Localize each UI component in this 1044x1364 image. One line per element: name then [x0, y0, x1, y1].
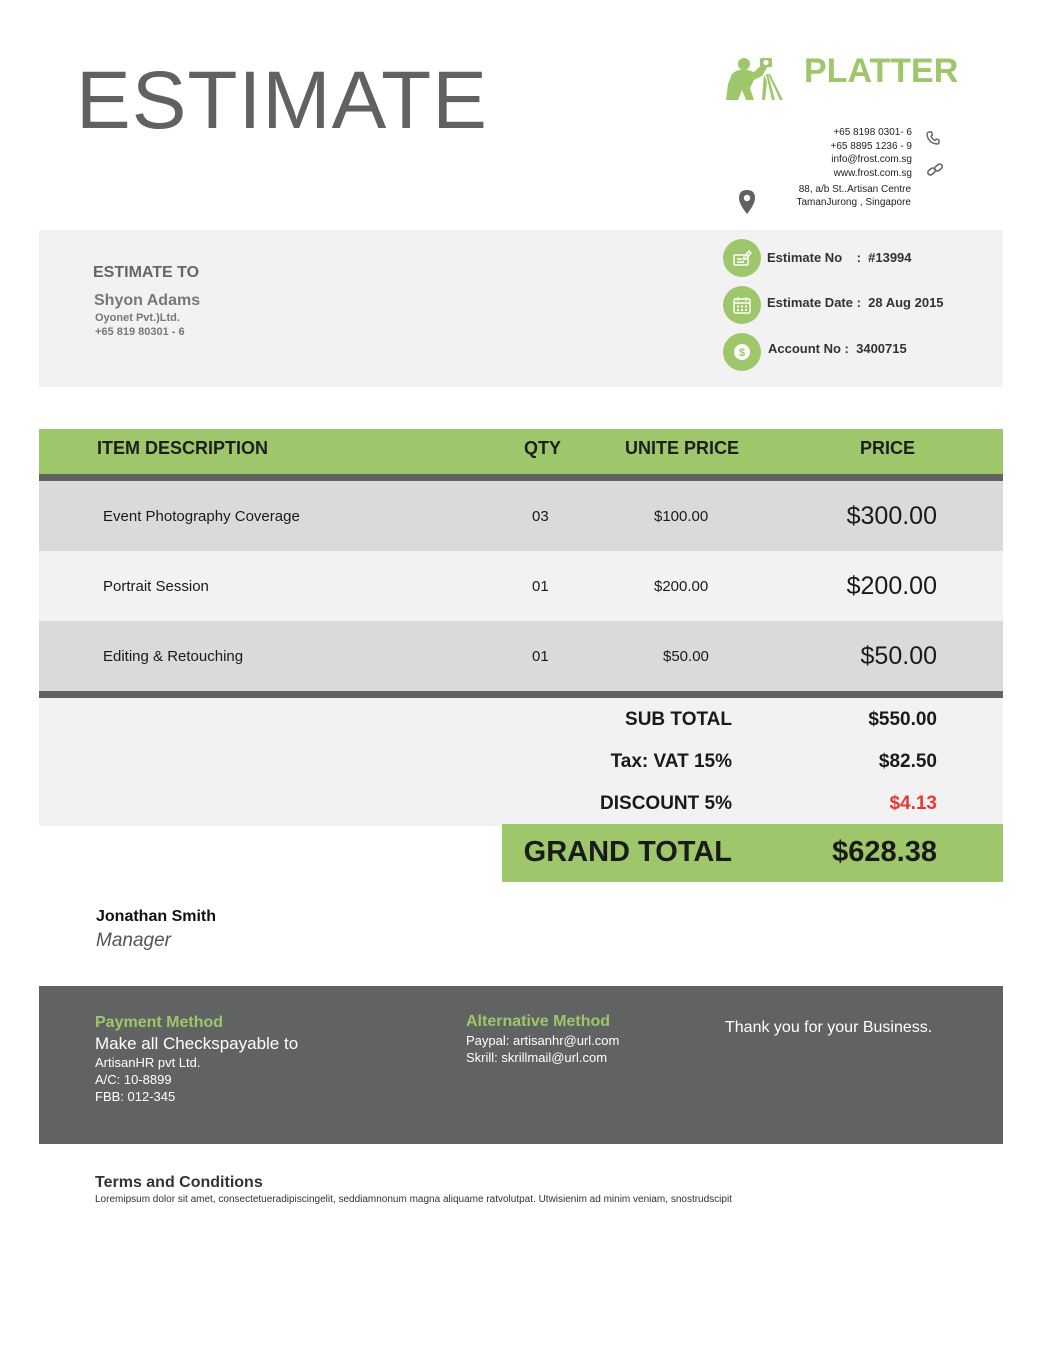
- terms-text: Loremipsum dolor sit amet, consectetueradipiscingelit, seddiamnonum magna aliquame ratvolutpat. Utwisienim ad minim veniam, snostrudscipit: [95, 1194, 732, 1205]
- signatory-role: Manager: [96, 930, 171, 951]
- row-2-price: $200.00: [846, 572, 937, 600]
- tax-label: Tax: VAT 15%: [610, 751, 732, 772]
- row-2-unit-price: $200.00: [654, 578, 709, 595]
- thank-you-note: Thank you for your Business.: [725, 1019, 933, 1036]
- estimate-number: Estimate No : #13994: [767, 250, 912, 265]
- company-phone-2: +65 8895 1236 - 9: [830, 140, 912, 152]
- company-phone-1: +65 8198 0301- 6: [833, 127, 912, 138]
- row-1-description: Event Photography Coverage: [103, 508, 300, 525]
- row-1-qty: 03: [532, 508, 549, 525]
- account-no-badge: [723, 333, 761, 371]
- client-company: Oyonet Pvt.)Ltd.: [95, 312, 180, 324]
- link-icon: [926, 162, 944, 178]
- payment-account: A/C: 10-8899: [95, 1072, 172, 1087]
- terms-title: Terms and Conditions: [95, 1174, 263, 1191]
- tax-value: $82.50: [878, 751, 937, 772]
- grand-total-value: $628.38: [832, 836, 937, 868]
- subtotal-value: $550.00: [868, 709, 937, 730]
- svg-text:$: $: [738, 347, 746, 359]
- skrill-contact[interactable]: Skrill: skrillmail@url.com: [466, 1050, 608, 1065]
- document-edit-icon: [732, 248, 752, 268]
- row-3-price: $50.00: [860, 642, 937, 670]
- payment-method-title: Payment Method: [95, 1014, 224, 1031]
- address-line-1: 88, a/b St..Artisan Centre: [798, 184, 911, 195]
- row-3-qty: 01: [532, 648, 549, 665]
- payment-instruction: Make all Checkspayable to: [95, 1034, 299, 1053]
- row-2-description: Portrait Session: [103, 578, 209, 595]
- document-title: ESTIMATE: [76, 55, 488, 146]
- discount-label: DISCOUNT 5%: [600, 793, 732, 814]
- row-1-price: $300.00: [846, 502, 937, 530]
- client-name: Shyon Adams: [94, 292, 201, 309]
- company-website[interactable]: www.frost.com.sg: [833, 167, 912, 179]
- row-3-description: Editing & Retouching: [103, 648, 244, 665]
- signatory-name: Jonathan Smith: [96, 908, 217, 925]
- location-pin-icon: [737, 189, 757, 215]
- header-unit-price: UNITE PRICE: [625, 438, 740, 458]
- paypal-contact[interactable]: Paypal: artisanhr@url.com: [466, 1033, 620, 1048]
- row-2-qty: 01: [532, 578, 549, 595]
- discount-value: $4.13: [889, 793, 937, 814]
- estimate-to-label: ESTIMATE TO: [93, 264, 200, 281]
- table-bottom-rule: [39, 691, 1003, 698]
- client-phone: +65 819 80301 - 6: [95, 326, 185, 338]
- payment-payee: ArtisanHR pvt Ltd.: [95, 1055, 201, 1070]
- photographer-logo-icon: [724, 54, 786, 100]
- calendar-icon: [732, 295, 752, 315]
- phone-icon: [926, 131, 940, 145]
- contact-info: [712, 126, 912, 180]
- header-item-description: ITEM DESCRIPTION: [97, 438, 269, 458]
- table-top-rule: [39, 474, 1003, 481]
- payment-fbb: FBB: 012-345: [95, 1089, 176, 1104]
- estimate-date: Estimate Date : 28 Aug 2015: [767, 295, 944, 310]
- dollar-coin-icon: [732, 342, 752, 362]
- account-number: Account No : 3400715: [768, 341, 907, 356]
- row-1-unit-price: $100.00: [654, 508, 709, 525]
- header-qty: QTY: [524, 438, 562, 458]
- company-email[interactable]: info@frost.com.sg: [831, 154, 912, 165]
- grand-total-label: GRAND TOTAL: [523, 836, 732, 868]
- alternative-method-title: Alternative Method: [466, 1013, 611, 1030]
- company-name: PLATTER: [804, 52, 959, 90]
- row-3-unit-price: $50.00: [663, 648, 709, 665]
- address-line-2: TamanJurong , Singapore: [796, 197, 911, 208]
- company-logo: [724, 52, 964, 102]
- subtotal-label: SUB TOTAL: [625, 709, 732, 730]
- estimate-no-badge: [723, 239, 761, 277]
- header-price: PRICE: [860, 438, 916, 458]
- estimate-date-badge: [723, 286, 761, 324]
